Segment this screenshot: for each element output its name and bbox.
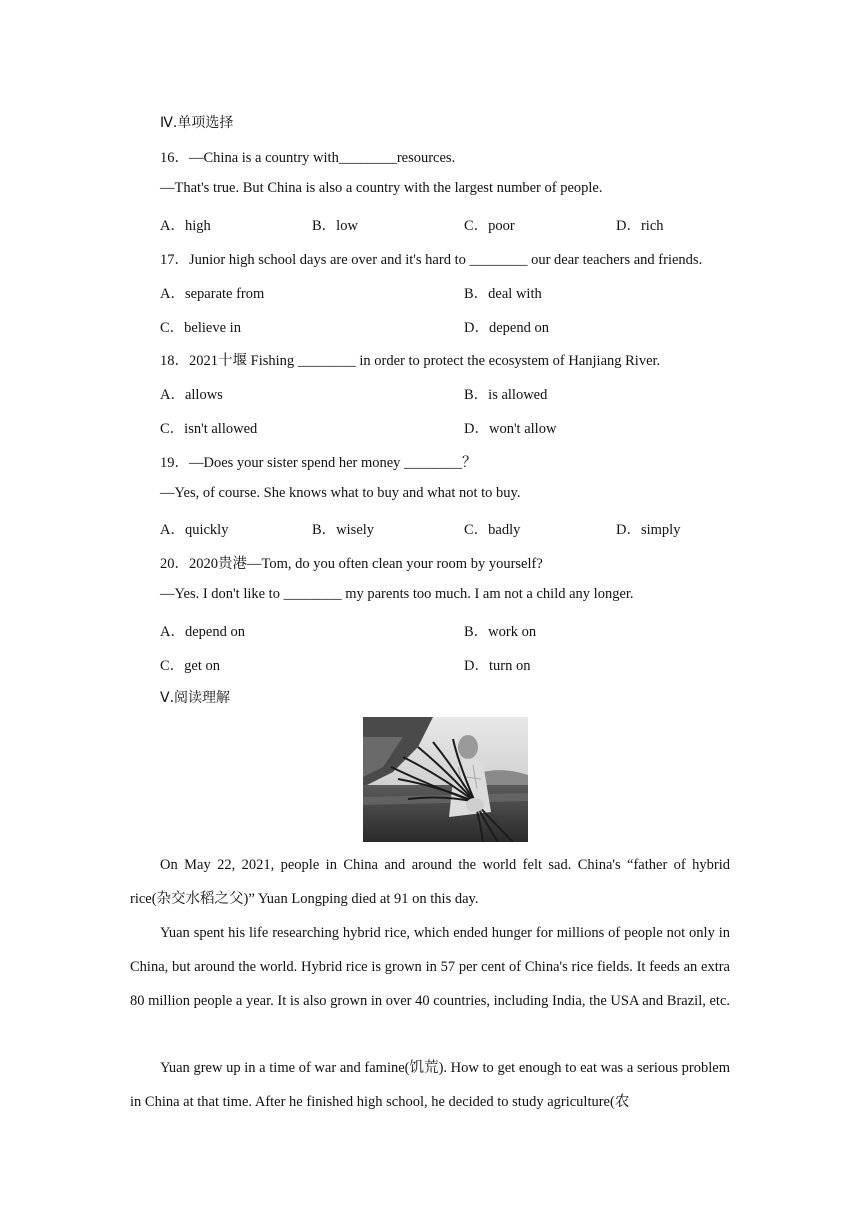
question-16-option-b: B．low [312,218,358,234]
question-17-option-a: A．separate from [160,286,265,302]
question-19-option-b: B．wisely [312,522,375,538]
section-heading-single-choice: Ⅳ.单项选择 [160,115,234,131]
section-heading-reading: Ⅴ.阅读理解 [160,690,231,706]
question-19-stem: 19．—Does your sister spend her money ________？ [160,455,477,471]
question-16-option-c: C．poor [464,218,515,234]
question-20-option-d: D．turn on [464,658,531,674]
passage-paragraph-1-text: On May 22, 2021, people in China and around the world felt sad. China's “father of hybrid rice(杂交水稻之父)” Yuan Longping died at 91 on this day. [130,857,730,907]
passage-paragraph-3-text: Yuan grew up in a time of war and famine(饥荒). How to get enough to eat was a serious problem in China at that time. After he finished high school, he decided to study agriculture(农 [130,1060,730,1110]
question-19-dialogue: —Yes, of course. She knows what to buy and what not to buy. [160,485,521,501]
question-20-dialogue: —Yes. I don't like to ________ my parents too much. I am not a child any longer. [160,586,634,602]
question-16-option-d: D．rich [616,218,664,234]
question-19-option-c: C．badly [464,522,521,538]
passage-paragraph-1 [130,848,730,916]
question-16-stem: 16．—China is a country with________resources. [160,150,456,166]
question-17-option-d: D．depend on [464,320,549,336]
question-17-stem: 17．Junior high school days are over and it's hard to ________ our dear teachers and friends. [160,252,703,268]
passage-paragraph-2 [130,916,730,1018]
question-20-stem: 20．2020贵港—Tom, do you often clean your room by yourself? [160,556,543,572]
question-19-option-d: D．simply [616,522,681,538]
question-18-option-a: A．allows [160,387,223,403]
question-19-option-a: A．quickly [160,522,229,538]
question-16-option-a: A．high [160,218,211,234]
question-18-stem: 18．2021十堰 Fishing ________ in order to protect the ecosystem of Hanjiang River. [160,353,661,369]
article-photo [363,717,528,842]
passage-paragraph-3 [130,1051,730,1119]
question-18-option-c: C．isn't allowed [160,421,258,437]
question-17-option-c: C．believe in [160,320,241,336]
question-17-option-b: B．deal with [464,286,542,302]
passage-paragraph-2-text: Yuan spent his life researching hybrid rice, which ended hunger for millions of people not only in China, but around the world. Hybrid rice is grown in 57 per cent of China's rice fields. It feeds an extra 80 million people a year. It is also grown in over 40 countries, including India, the USA and Brazil, etc. [130,925,731,1009]
question-16-dialogue: —That's true. But China is also a country with the largest number of people. [160,180,603,196]
question-20-option-c: C．get on [160,658,221,674]
question-20-option-a: A．depend on [160,624,245,640]
question-18-option-d: D．won't allow [464,421,557,437]
question-20-option-b: B．work on [464,624,537,640]
question-18-option-b: B．is allowed [464,387,548,403]
